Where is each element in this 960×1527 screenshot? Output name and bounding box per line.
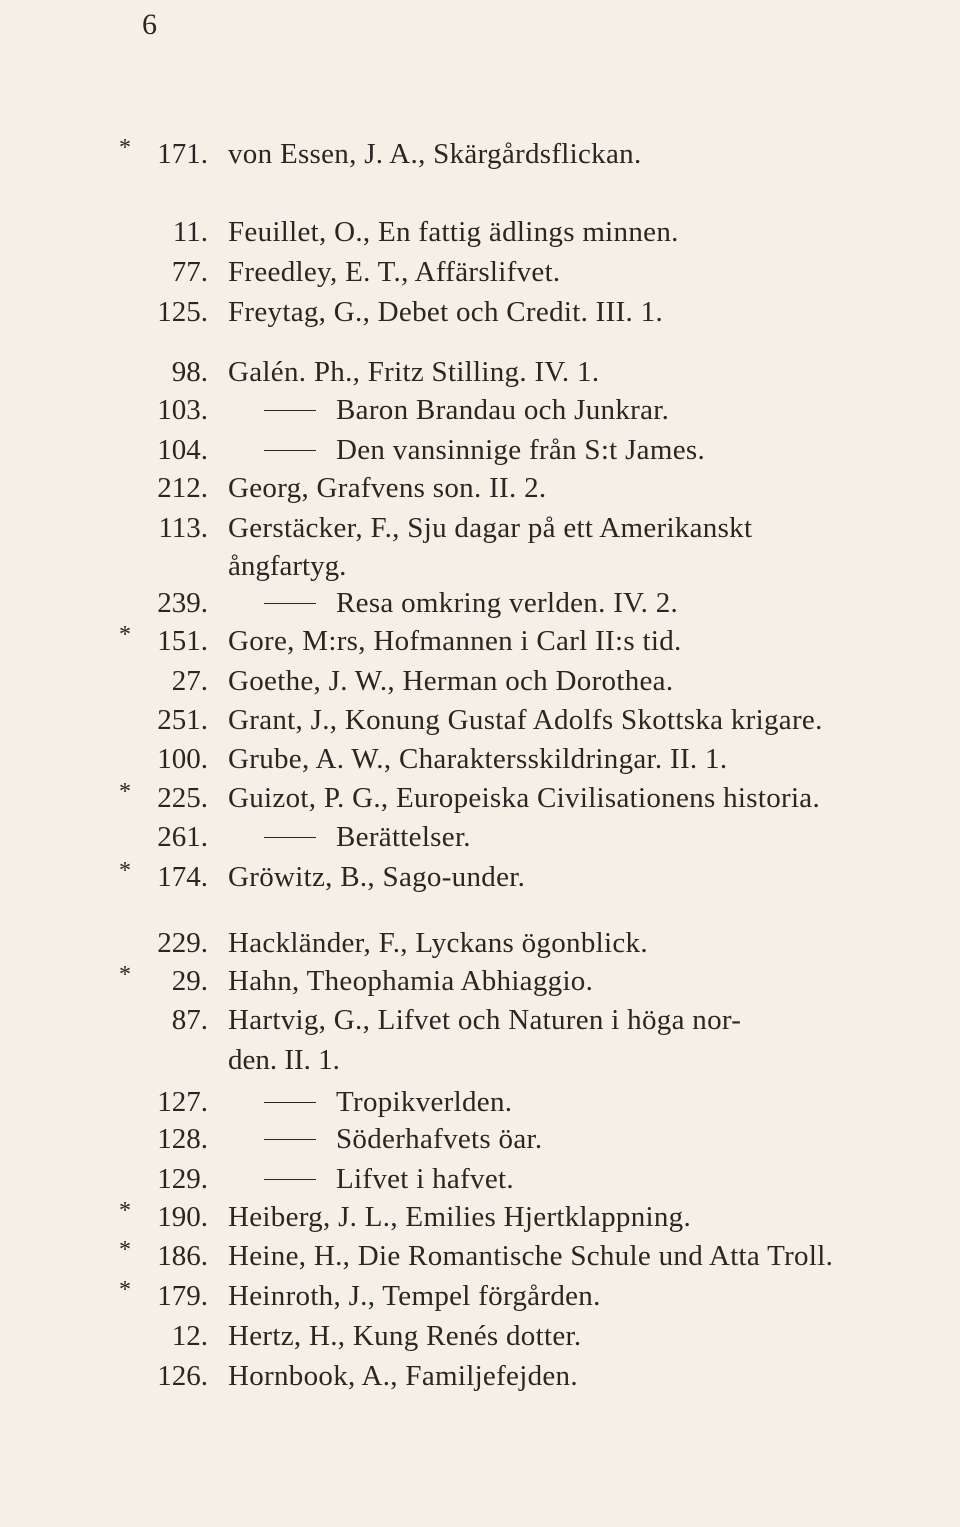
entry-text: Heiberg, J. L., Emilies Hjertklappning.	[228, 1201, 691, 1233]
catalog-entry	[0, 998, 960, 1042]
entry-text: Hahn, Theophamia Abhiaggio.	[228, 965, 594, 997]
entry-number: 174.	[157, 861, 208, 893]
entry-title	[228, 1274, 601, 1318]
entry-text: Hackländer, F., Lyckans ögonblick.	[228, 927, 648, 959]
ditto-dash	[264, 1139, 316, 1140]
entry-text: Hertz, H., Kung Renés dotter.	[228, 1320, 582, 1352]
catalog-entry	[0, 210, 960, 254]
catalog-entry	[0, 815, 960, 859]
catalog-entry	[0, 1117, 960, 1161]
entry-text: Freedley, E. T., Affärslifvet.	[228, 256, 561, 288]
catalog-entry	[0, 466, 960, 510]
entry-text: Berättelser.	[336, 821, 471, 853]
entry-number: 186.	[157, 1240, 208, 1272]
entry-title	[228, 466, 546, 510]
ditto-dash	[264, 1179, 316, 1180]
entry-number: 212.	[157, 472, 208, 504]
catalog-entry	[0, 1234, 960, 1278]
entry-text: Georg, Grafvens son. II. 2.	[228, 472, 547, 504]
catalog-entry	[0, 1274, 960, 1318]
entry-number: 190.	[157, 1201, 208, 1233]
entry-number: 113.	[158, 512, 208, 544]
entry-continuation: ångfartyg.	[228, 550, 347, 582]
entry-title	[228, 1314, 581, 1358]
entry-text: Söderhafvets öar.	[336, 1123, 543, 1155]
entry-star-mark: *	[119, 962, 131, 988]
entry-number: 98.	[171, 356, 208, 388]
entry-title	[228, 1354, 578, 1398]
entry-text: Gore, M:rs, Hofmannen i Carl II:s tid.	[228, 625, 682, 657]
entry-star-mark: *	[119, 1237, 131, 1263]
entry-number: 239.	[157, 587, 208, 619]
catalog-entry	[0, 698, 960, 742]
entry-title	[228, 698, 823, 742]
entry-title	[228, 250, 560, 294]
catalog-entry	[0, 619, 960, 663]
catalog-entry	[0, 776, 960, 820]
entry-text: Galén. Ph., Fritz Stilling. IV. 1.	[228, 356, 600, 388]
catalog-entry	[0, 290, 960, 334]
entry-title	[228, 998, 741, 1042]
entry-number: 104.	[157, 434, 208, 466]
entry-title	[264, 815, 471, 859]
entry-number: 27.	[171, 665, 208, 697]
ditto-dash	[264, 450, 316, 451]
entry-number: 151.	[157, 625, 208, 657]
entry-star-mark: *	[119, 622, 131, 648]
entry-text: Heine, H., Die Romantische Schule und Atta Troll.	[228, 1240, 834, 1272]
catalog-entry	[0, 388, 960, 432]
entry-star-mark: *	[119, 779, 131, 805]
ditto-dash	[264, 603, 316, 604]
entry-title	[228, 290, 663, 334]
entry-text: Gerstäcker, F., Sju dagar på ett Amerikanskt	[228, 512, 753, 544]
entry-continuation: den. II. 1.	[228, 1044, 340, 1076]
entry-title	[228, 659, 673, 703]
entry-text: Freytag, G., Debet och Credit. III. 1.	[228, 296, 664, 328]
entry-title	[228, 210, 679, 254]
entry-number: 100.	[157, 743, 208, 775]
entry-text: Den vansinnige från S:t James.	[336, 434, 706, 466]
entry-text: Lifvet i hafvet.	[336, 1163, 514, 1195]
entry-title	[228, 132, 642, 176]
entry-title	[228, 1195, 691, 1239]
page-number: 6	[142, 8, 158, 41]
entry-title	[264, 388, 669, 432]
entry-number: 29.	[171, 965, 208, 997]
catalog-entry	[0, 1314, 960, 1358]
entry-number: 11.	[172, 216, 208, 248]
entry-number: 128.	[157, 1123, 208, 1155]
entry-number: 261.	[157, 821, 208, 853]
entry-text: Hornbook, A., Familjefejden.	[228, 1360, 578, 1392]
entry-title	[228, 619, 682, 663]
catalog-entry	[0, 1195, 960, 1239]
entry-star-mark: *	[119, 1277, 131, 1303]
entry-text: Gröwitz, B., Sago-under.	[228, 861, 526, 893]
entry-star-mark: *	[119, 1198, 131, 1224]
entry-title	[228, 1234, 833, 1278]
catalog-entry	[0, 959, 960, 1003]
catalog-entry	[0, 506, 960, 550]
entry-text: Grube, A. W., Charaktersskildringar. II. 1.	[228, 743, 728, 775]
entry-number: 171.	[157, 138, 208, 170]
entry-number: 127.	[157, 1086, 208, 1118]
catalog-entry	[0, 737, 960, 781]
catalog-entry	[0, 855, 960, 899]
ditto-dash	[264, 410, 316, 411]
entry-text: Tropikverlden.	[336, 1086, 513, 1118]
entry-text: Heinroth, J., Tempel förgården.	[228, 1280, 601, 1312]
entry-number: 77.	[171, 256, 208, 288]
entry-text: Feuillet, O., En fattig ädlings minnen.	[228, 216, 679, 248]
entry-number: 225.	[157, 782, 208, 814]
entry-text: Resa omkring verlden. IV. 2.	[336, 587, 679, 619]
entry-number: 179.	[157, 1280, 208, 1312]
ditto-dash	[264, 1102, 316, 1103]
entry-number: 103.	[157, 394, 208, 426]
entry-text: Hartvig, G., Lifvet och Naturen i höga nor-	[228, 1004, 742, 1036]
entry-number: 126.	[157, 1360, 208, 1392]
entry-number: 129.	[157, 1163, 208, 1195]
entry-star-mark: *	[119, 858, 131, 884]
catalog-entry	[0, 132, 960, 176]
entry-title	[228, 959, 593, 1003]
entry-number: 87.	[171, 1004, 208, 1036]
ditto-dash	[264, 837, 316, 838]
entry-title	[228, 855, 525, 899]
catalog-entry	[0, 1354, 960, 1398]
entry-number: 251.	[157, 704, 208, 736]
entry-text: Goethe, J. W., Herman och Dorothea.	[228, 665, 674, 697]
entry-text: Grant, J., Konung Gustaf Adolfs Skottska krigare.	[228, 704, 823, 736]
entry-text: von Essen, J. A., Skärgårdsflickan.	[228, 138, 642, 170]
entry-number: 125.	[157, 296, 208, 328]
entry-title	[228, 737, 727, 781]
catalog-entry	[0, 659, 960, 703]
entry-star-mark: *	[119, 135, 131, 161]
entry-text: Baron Brandau och Junkrar.	[336, 394, 670, 426]
entry-text: Guizot, P. G., Europeiska Civilisationens historia.	[228, 782, 821, 814]
entry-title	[228, 776, 820, 820]
entry-number: 229.	[157, 927, 208, 959]
catalog-entry	[0, 250, 960, 294]
entry-title	[264, 1117, 542, 1161]
entry-number: 12.	[171, 1320, 208, 1352]
